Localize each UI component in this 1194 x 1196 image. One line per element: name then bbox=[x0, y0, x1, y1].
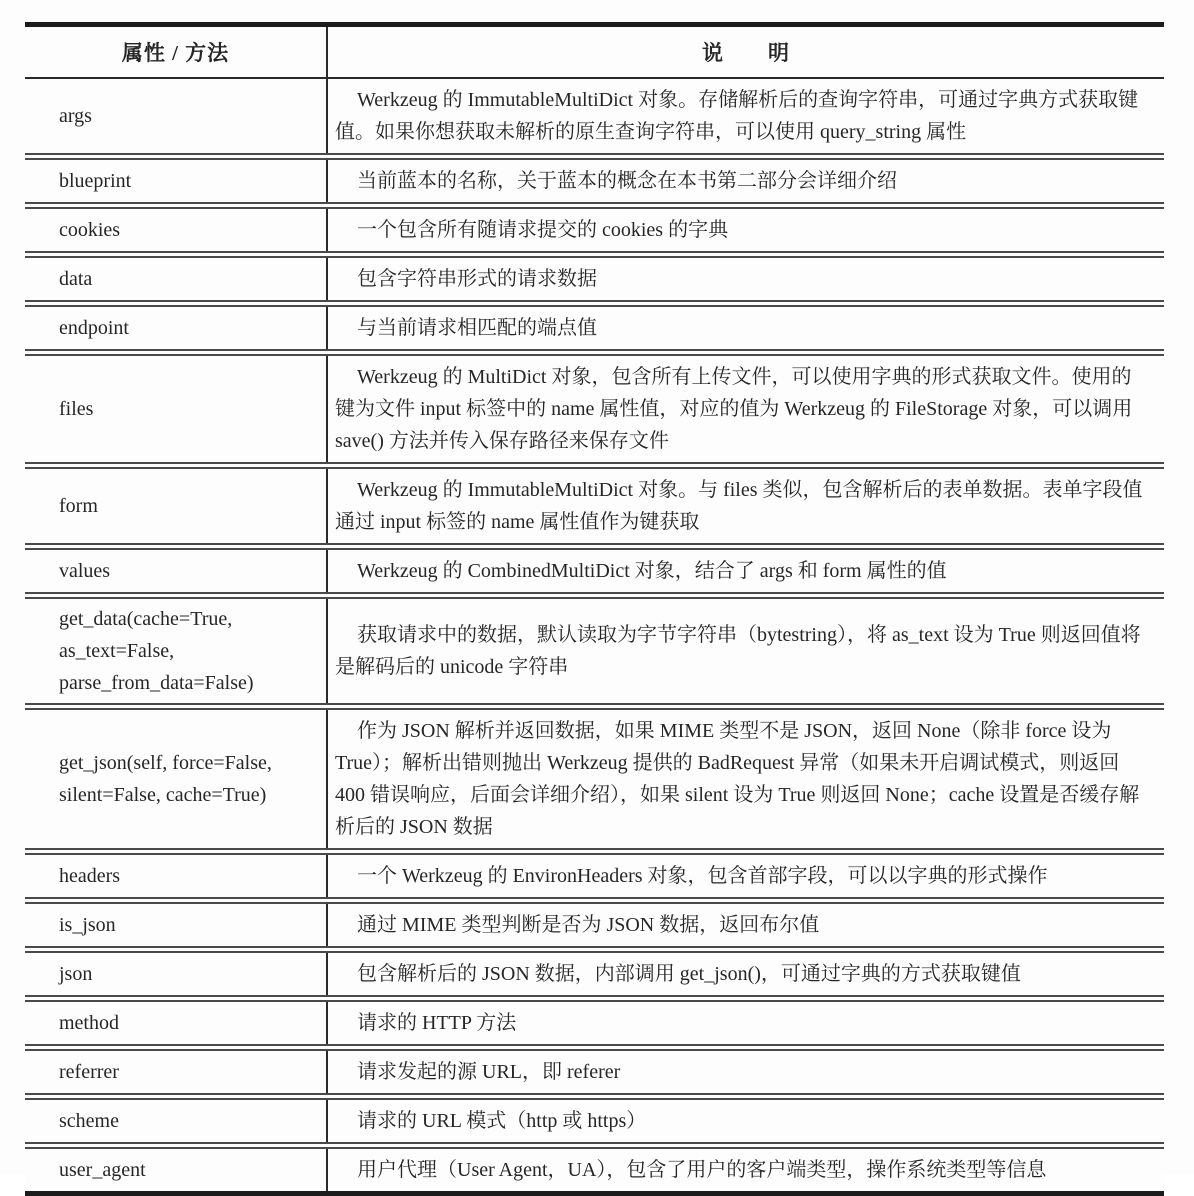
table-row-get-data bbox=[25, 596, 1164, 707]
table-row-user-agent bbox=[25, 1146, 1164, 1194]
attribute-cell: blueprint bbox=[25, 157, 327, 206]
attribute-cell: get_json(self, force=False, silent=False, cache=True) bbox=[25, 707, 327, 852]
description-cell: 通过 MIME 类型判断是否为 JSON 数据，返回布尔值 bbox=[327, 901, 1164, 950]
attribute-cell: referrer bbox=[25, 1048, 327, 1097]
table-row-referrer bbox=[25, 1048, 1164, 1097]
attribute-cell: user_agent bbox=[25, 1146, 327, 1194]
description-cell: 作为 JSON 解析并返回数据，如果 MIME 类型不是 JSON，返回 None（除非 force 设为 True）；解析出错则抛出 Werkzeug 提供的 BadRequest 异常（如果未开启调试模式，则返回 400 错误响应，后面会详细介绍），如果 silent 设为 True 则返回 None；cache 设置是否缓存解析后的 JSON 数据 bbox=[327, 707, 1164, 852]
table-row-method bbox=[25, 999, 1164, 1048]
attribute-cell: values bbox=[25, 547, 327, 596]
header-attribute-method: 属性 / 方法 bbox=[25, 25, 327, 79]
description-cell: 用户代理（User Agent，UA），包含了用户的客户端类型，操作系统类型等信息 bbox=[357, 1159, 1047, 1181]
description-cell: 请求的 URL 模式（http 或 https） bbox=[327, 1097, 1164, 1146]
description-cell: 包含字符串形式的请求数据 bbox=[327, 255, 1164, 304]
description-cell: 当前蓝本的名称，关于蓝本的概念在本书第二部分会详细介绍 bbox=[327, 157, 1164, 206]
table-row-get-json bbox=[25, 707, 1164, 852]
attribute-cell: is_json bbox=[25, 901, 327, 950]
table-row-cookies bbox=[25, 206, 1164, 255]
attribute-cell: endpoint bbox=[25, 304, 327, 353]
table-row-headers bbox=[25, 852, 1164, 901]
description-cell: Werkzeug 的 ImmutableMultiDict 对象。存储解析后的查询字符串，可通过字典方式获取键值。如果你想获取未解析的原生查询字符串，可以使用 query_string 属性 bbox=[327, 78, 1164, 157]
table-row-values bbox=[25, 547, 1164, 596]
description-cell: 与当前请求相匹配的端点值 bbox=[327, 304, 1164, 353]
table-row-scheme bbox=[25, 1097, 1164, 1146]
description-cell: 一个包含所有随请求提交的 cookies 的字典 bbox=[327, 206, 1164, 255]
attribute-cell: files bbox=[25, 353, 327, 466]
description-cell: 一个 Werkzeug 的 EnvironHeaders 对象，包含首部字段，可以以字典的形式操作 bbox=[327, 852, 1164, 901]
attribute-cell: args bbox=[25, 78, 327, 157]
attribute-cell: cookies bbox=[25, 206, 327, 255]
table-row-data bbox=[25, 255, 1164, 304]
header-description: 说 明 bbox=[327, 25, 1164, 79]
attribute-cell: headers bbox=[25, 852, 327, 901]
description-cell: 包含解析后的 JSON 数据，内部调用 get_json()，可通过字典的方式获取键值 bbox=[327, 950, 1164, 999]
request-attributes-table bbox=[25, 22, 1164, 1196]
attribute-cell: method bbox=[25, 999, 327, 1048]
attribute-cell: json bbox=[25, 950, 327, 999]
attribute-cell: data bbox=[25, 255, 327, 304]
table-row-args bbox=[25, 78, 1164, 157]
attribute-cell: scheme bbox=[25, 1097, 327, 1146]
table-row-json bbox=[25, 950, 1164, 999]
table-header-row bbox=[25, 25, 1164, 79]
description-cell: Werkzeug 的 CombinedMultiDict 对象，结合了 args 和 form 属性的值 bbox=[327, 547, 1164, 596]
description-cell: 获取请求中的数据，默认读取为字节字符串（bytestring），将 as_text 设为 True 则返回值将是解码后的 unicode 字符串 bbox=[327, 596, 1164, 707]
attribute-cell: get_data(cache=True, as_text=False, parse_from_data=False) bbox=[25, 596, 327, 707]
table-row-files bbox=[25, 353, 1164, 466]
description-cell: Werkzeug 的 MultiDict 对象，包含所有上传文件，可以使用字典的形式获取文件。使用的键为文件 input 标签中的 name 属性值，对应的值为 Werkzeug 的 FileStorage 对象，可以调用 save() 方法并传入保存路径来保存文件 bbox=[327, 353, 1164, 466]
table-row-is-json bbox=[25, 901, 1164, 950]
description-cell: 请求的 HTTP 方法 bbox=[327, 999, 1164, 1048]
description-cell: Werkzeug 的 ImmutableMultiDict 对象。与 files 类似，包含解析后的表单数据。表单字段值通过 input 标签的 name 属性值作为键获取 bbox=[327, 466, 1164, 547]
description-cell: 请求发起的源 URL，即 referer bbox=[327, 1048, 1164, 1097]
table-row-endpoint bbox=[25, 304, 1164, 353]
table-row-blueprint bbox=[25, 157, 1164, 206]
table-row-form bbox=[25, 466, 1164, 547]
attribute-cell: form bbox=[25, 466, 327, 547]
